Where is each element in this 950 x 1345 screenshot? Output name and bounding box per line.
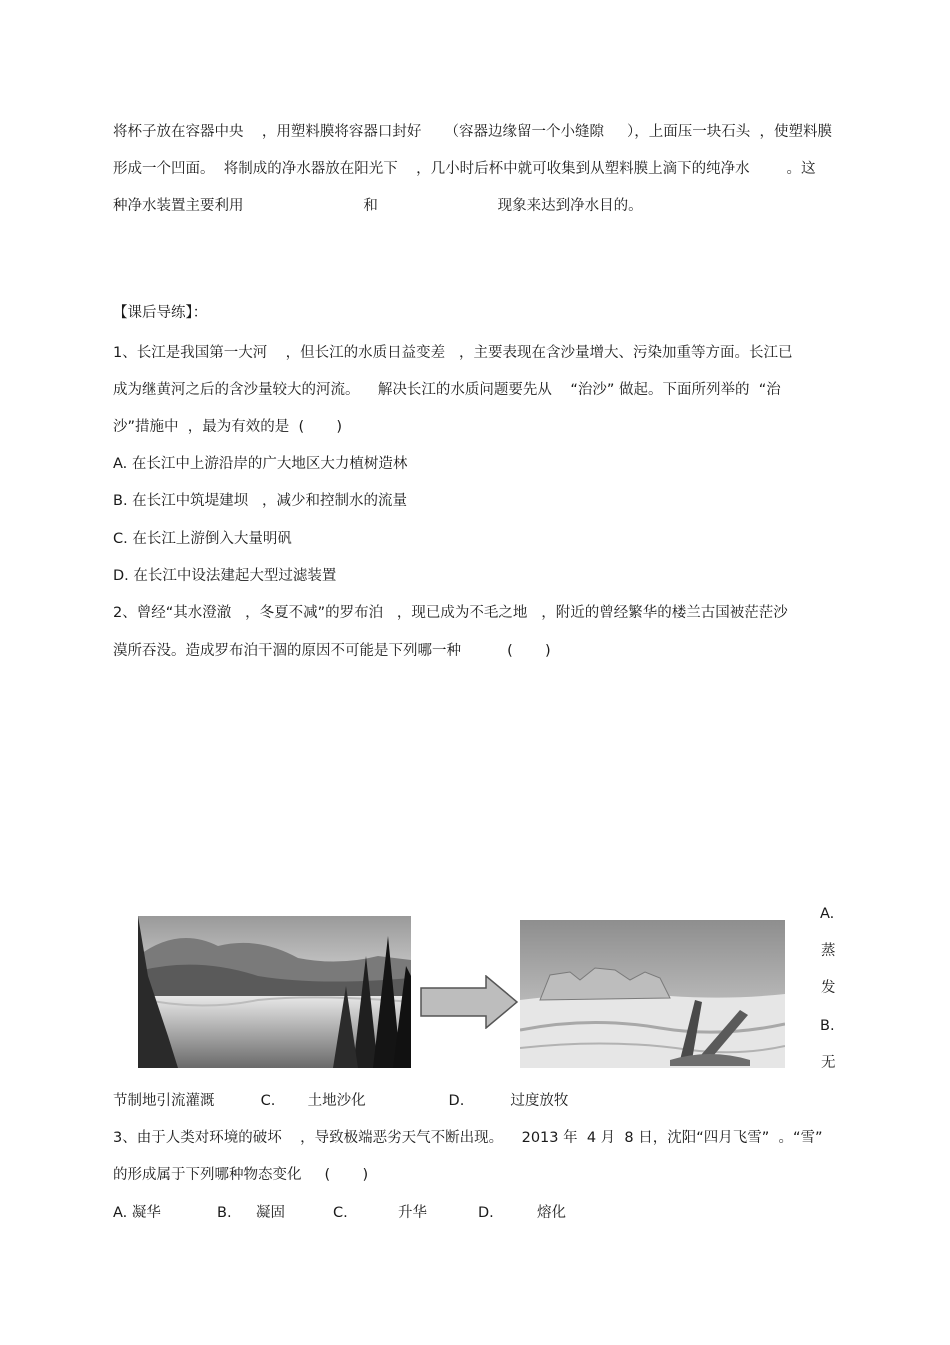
q1-option-b: B. 在长江中筑堤建坝 ，减少和控制水的流量 (113, 493, 407, 509)
q1-option-c: C. 在长江上游倒入大量明矾 (113, 531, 292, 547)
intro-line-1: 将杯子放在容器中央 ，用塑料膜将容器口封好 （容器边缘留一个小缝隙 ），上面压一块石头 ，使塑料膜 (113, 124, 832, 140)
q1-line-1: 1、长江是我国第一大河 ，但长江的水质日益变差 ，主要表现在含沙量增大、污染加重等方面。长江已 (113, 345, 793, 361)
q2-side-char-2: 发 (821, 980, 836, 996)
intro-line-3: 种净水装置主要利用 和 现象来达到净水目的。 (113, 198, 643, 214)
q3-option-d-text: 熔化 (537, 1205, 566, 1221)
q3-option-a: A. 凝华 (113, 1205, 161, 1221)
q3-line-2: 的形成属于下列哪种物态变化 ( ) (113, 1167, 369, 1183)
q3-option-b-label: B. (217, 1205, 232, 1221)
lake-photo (138, 916, 411, 1068)
q2-side-char-1: 蒸 (821, 943, 836, 959)
q2-line-2: 漠所吞没。造成罗布泊干涸的原因不可能是下列哪一种 ( ) (113, 643, 551, 659)
desert-photo (520, 920, 785, 1068)
intro-line-2: 形成一个凹面。 将制成的净水器放在阳光下 ，几小时后杯中就可收集到从塑料膜上滴下的纯净水 。这 (113, 161, 816, 177)
q2-options-line: 节制地引流灌溉 C. 土地沙化 D. 过度放牧 (113, 1093, 569, 1109)
q1-line-3: 沙”措施中 ，最为有效的是 ( ) (113, 419, 343, 435)
q1-option-d: D. 在长江中设法建起大型过滤装置 (113, 568, 337, 584)
q3-option-c-label: C. (333, 1205, 348, 1221)
q2-side-char-3: 无 (821, 1055, 836, 1071)
q2-side-b: B. (820, 1018, 835, 1034)
q2-side-a: A. (820, 906, 835, 922)
q1-line-2: 成为继黄河之后的含沙量较大的河流。 解决长江的水质问题要先从 “治沙” 做起。下面所列举的 “治 (113, 382, 781, 398)
q3-option-b-text: 凝固 (256, 1205, 285, 1221)
q2-line-1: 2、曾经“其水澄澈 ，冬夏不减”的罗布泊 ，现已成为不毛之地 ，附近的曾经繁华的楼兰古国被茫茫沙 (113, 605, 788, 621)
q3-option-c-text: 升华 (398, 1205, 427, 1221)
q1-option-a: A. 在长江中上游沿岸的广大地区大力植树造林 (113, 456, 408, 472)
q3-option-d-label: D. (478, 1205, 494, 1221)
arrow-icon (420, 975, 518, 1029)
section-title: 【课后导练】： (113, 305, 208, 321)
q3-line-1: 3、由于人类对环境的破坏 ，导致极端恶劣天气不断出现。 2013 年 4 月 8 日，沈阳“四月飞雪” 。“雪” (113, 1130, 823, 1146)
